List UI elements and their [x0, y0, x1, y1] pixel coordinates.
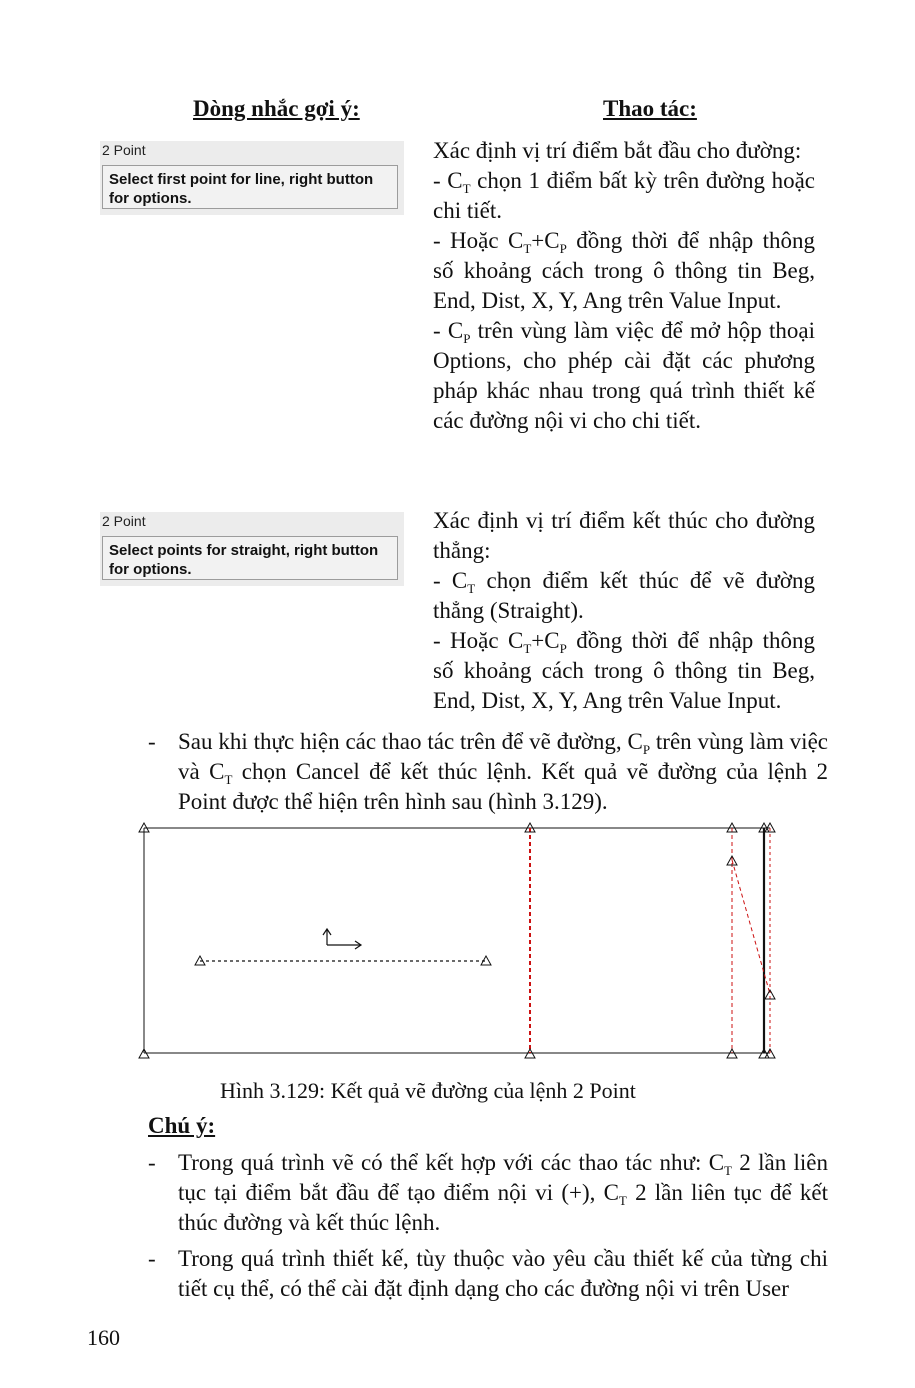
figure-2point-result — [130, 818, 790, 1066]
prompt-text: Select first point for line, right button for options. — [102, 165, 398, 209]
action-line: - Hoặc $C_T+C_P$ đồng thời để nhập thông số khoảng cách trong ô thông tin Beg, End, Dist, X, Y, Ang trên Value Input. — [433, 628, 816, 713]
prompt-text: Select points for straight, right button for options. — [102, 536, 398, 580]
bullet-paragraph-result — [148, 727, 838, 822]
action-line: - Hoặc $C_T+C_P$ đồng thời để nhập thông số khoảng cách trong ô thông tin Beg, End, Dist, X, Y, Ang trên Value Input. — [433, 228, 816, 313]
grain-arrow-icon — [323, 929, 361, 949]
action-block-straight — [433, 506, 815, 716]
column-header-prompt: Dòng nhắc gợi ý: — [193, 96, 360, 121]
figure-caption: Hình 3.129: Kết quả vẽ đường của lệnh 2 Point — [220, 1078, 636, 1103]
bullet-dash: - — [148, 1150, 156, 1175]
action-block-first-point — [433, 136, 815, 436]
paragraph-text: Sau khi thực hiện các thao tác trên để vẽ đường, $C_P$ trên vùng làm việc và $C_T$ chọn Cancel để kết thúc lệnh. Kết quả vẽ đường của lệnh 2 Point được thể hiện trên hình sau (hình 3.129). — [178, 729, 828, 814]
action-line: - $C_T$ chọn điểm kết thúc để vẽ đường thẳng (Straight). — [433, 568, 815, 623]
prompt-panel-first-point — [100, 141, 404, 215]
bullet-dash: - — [148, 1246, 156, 1271]
column-header-action: Thao tác: — [603, 96, 697, 121]
action-line: - $C_T$ chọn 1 điểm bất kỳ trên đường hoặc chi tiết. — [433, 168, 815, 223]
action-line: Xác định vị trí điểm kết thúc cho đường thẳng: — [433, 508, 815, 563]
page-number: 160 — [87, 1325, 120, 1350]
note-item-text: Trong quá trình vẽ có thể kết hợp với các thao tác như: $C_T$ 2 lần liên tục tại điểm bắt đầu để tạo điểm nội vi (+), $C_T$ 2 lần liên tục để kết thúc đường và kết thúc lệnh. — [178, 1150, 828, 1235]
prompt-title: 2 Point — [102, 513, 146, 529]
prompt-title: 2 Point — [102, 142, 146, 158]
prompt-panel-straight — [100, 512, 404, 586]
note-item — [148, 1148, 838, 1240]
bullet-dash: - — [148, 729, 156, 754]
note-title: Chú ý: — [148, 1113, 216, 1138]
point-markers — [139, 823, 775, 1058]
action-line: - $C_P$ trên vùng làm việc để mở hộp thoại Options, cho phép cài đặt các phương pháp khác nhau trong quá trình thiết kế các đường nội vi cho chi tiết. — [433, 318, 815, 433]
action-line: Xác định vị trí điểm bắt đầu cho đường: — [433, 138, 802, 163]
note-item — [148, 1244, 838, 1306]
note-item-text: Trong quá trình thiết kế, tùy thuộc vào yêu cầu thiết kế của từng chi tiết cụ thể, có thể cài đặt định dạng cho các đường nội vi trên User — [178, 1246, 828, 1301]
